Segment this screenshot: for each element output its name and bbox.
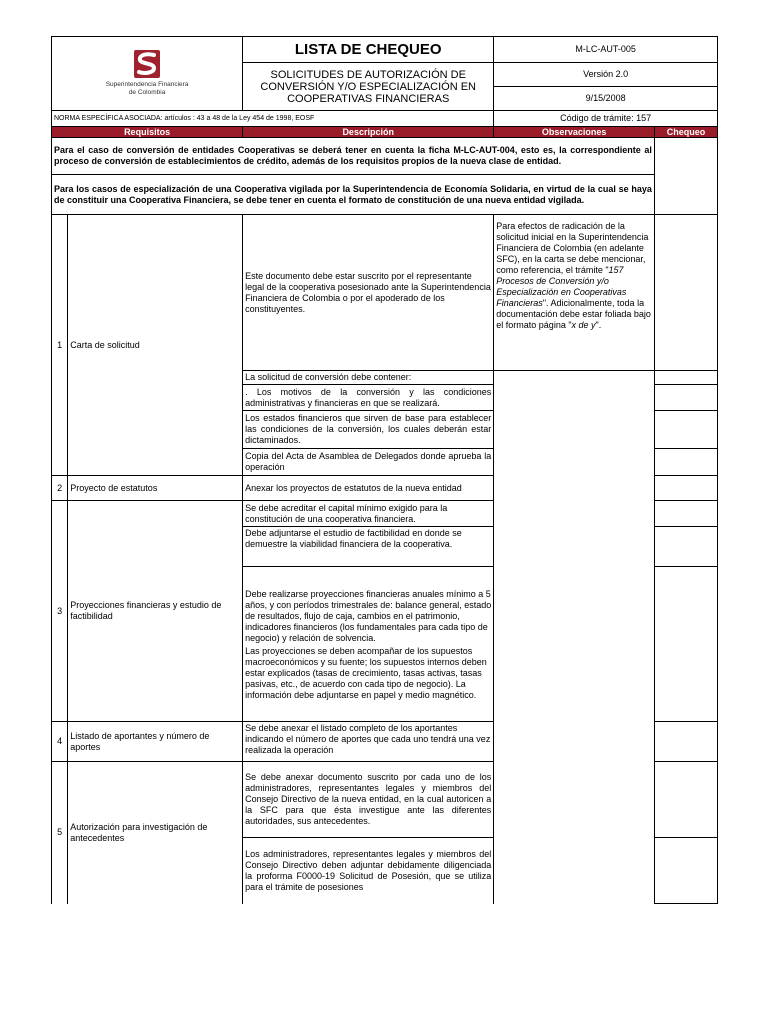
chequeo-cell[interactable] — [654, 411, 717, 449]
checklist-document — [51, 36, 718, 904]
chequeo-cell[interactable] — [654, 449, 717, 476]
requisito-proyecciones: Proyecciones financieras y estudio de factibilidad — [68, 501, 243, 722]
observacion-empty — [494, 371, 655, 904]
observacion-carta-solicitud: Para efectos de radicación de la solicitud inicial en la Superintendencia Financiera de Colombia (en adelante SFC), en la carta se debe mencionar, como referencia, el trámite "157 Procesos de Conversión y/o Especialización en Cooperativas Financieras". Adicionalmente, toda la documentación debe estar foliada bajo el formato página "x de y". — [494, 215, 655, 371]
descripcion-item: Debe adjuntarse el estudio de factibilidad en donde se demuestre la viabilidad financiera de la cooperativa. — [243, 527, 494, 567]
chequeo-cell[interactable] — [654, 838, 717, 904]
descripcion-item: Anexar los proyectos de estatutos de la nueva entidad — [243, 476, 494, 501]
logo-cell — [52, 37, 243, 111]
requisito-carta-solicitud: Carta de solicitud — [68, 215, 243, 476]
descripcion-item: Copia del Acta de Asamblea de Delegados donde aprueba la operación — [243, 449, 494, 476]
descripcion-item: Este documento debe estar suscrito por el representante legal de la cooperativa posesionado ante la Superintendencia Financiera de Colombia o por el apoderado de los constituyentes. — [243, 215, 494, 371]
document-version: Versión 2.0 — [494, 63, 718, 87]
descripcion-item: La solicitud de conversión debe contener: — [243, 371, 494, 385]
chequeo-cell[interactable] — [654, 501, 717, 527]
note-chequeo-cell — [654, 138, 717, 215]
chequeo-cell[interactable] — [654, 476, 717, 501]
document-title: LISTA DE CHEQUEO — [243, 37, 494, 63]
column-header-requisitos: Requisitos — [52, 127, 243, 138]
chequeo-cell[interactable] — [654, 762, 717, 838]
sfc-logo-icon — [134, 50, 160, 78]
row-number: 3 — [52, 501, 68, 722]
org-name-line1: Superintendencia Financiera — [105, 81, 189, 88]
descripcion-item: Los estados financieros que sirven de base para establecer las condiciones de la conversión, los cuales deberán estar dictaminados. — [243, 411, 494, 449]
chequeo-cell[interactable] — [654, 567, 717, 722]
descripcion-item: Debe realizarse proyecciones financieras anuales mínimo a 5 años, y con períodos trimestrales de: balance general, estado de resultados, flujo de caja, cambios en el patrimonio, indicadores financieros (los fundamentales para cada tipo de negocio) y relación de solvencia. — [243, 567, 494, 645]
note-conversion: Para el caso de conversión de entidades Cooperativas se deberá tener en cuenta la ficha M-LC-AUT-004, esto es, la correspondiente al proceso de conversión de establecimientos de crédito, además de los requisitos propios de la nueva clase de entidad. — [52, 138, 655, 175]
row-number: 4 — [52, 722, 68, 762]
document-code: M-LC-AUT-005 — [494, 37, 718, 63]
chequeo-cell[interactable] — [654, 371, 717, 385]
column-header-chequeo: Chequeo — [654, 127, 717, 138]
requisito-proyecto-estatutos: Proyecto de estatutos — [68, 476, 243, 501]
document-date: 9/15/2008 — [494, 87, 718, 111]
requisito-listado-aportantes: Listado de aportantes y número de aportes — [68, 722, 243, 762]
requisito-autorizacion-antecedentes: Autorización para investigación de antecedentes — [68, 762, 243, 904]
descripcion-item: Las proyecciones se deben acompañar de los supuestos macroeconómicos y su fuente; los supuestos internos deben estar explicados (tasas de crecimiento, tasas activas, tasas pasivas, etc., de acuerdo con cada tipo de negocio). La información debe adjuntarse en papel y medio magnético. — [243, 645, 494, 722]
descripcion-item: Se debe acreditar el capital mínimo exigido para la constitución de una cooperativa financiera. — [243, 501, 494, 527]
org-name-line2: de Colombia — [128, 89, 166, 96]
descripcion-item: . Los motivos de la conversión y las condiciones administrativas y financieras en que se realizará. — [243, 385, 494, 411]
norma-asociada: NORMA ESPECÍFICA ASOCIADA: artículos : 43 a 48 de la Ley 454 de 1998, EOSF — [52, 111, 494, 127]
document-subtitle: SOLICITUDES DE AUTORIZACIÓN DE CONVERSIÓN Y/O ESPECIALIZACIÓN EN COOPERATIVAS FINANCIERAS — [243, 63, 494, 111]
chequeo-cell[interactable] — [654, 722, 717, 762]
descripcion-item: Los administradores, representantes legales y miembros del Consejo Directivo deben adjuntar debidamente diligenciada la proforma F0000-19 Solicitud de Posesión, que se utiliza para el trámite de posesiones — [243, 838, 494, 904]
column-header-descripcion: Descripción — [243, 127, 494, 138]
note-especializacion: Para los casos de especialización de una Cooperativa vigilada por la Superintendencia de Economía Solidaria, en virtud de la cual se haya de constituir una Cooperativa Financiera, se debe tener en cuenta el formato de constitución de una nueva entidad vigilada. — [52, 175, 655, 215]
checklist-table — [51, 36, 718, 904]
codigo-tramite: Código de trámite: 157 — [494, 111, 718, 127]
chequeo-cell[interactable] — [654, 527, 717, 567]
column-header-observaciones: Observaciones — [494, 127, 655, 138]
descripcion-item: Se debe anexar el listado completo de los aportantes indicando el número de aportes que cada uno tendrá una vez realizada la operación — [243, 722, 494, 762]
row-number: 1 — [52, 215, 68, 476]
descripcion-item: Se debe anexar documento suscrito por cada uno de los administradores, representantes legales y miembros del Consejo Directivo de la nueva entidad, en la cual autoricen a la SFC para que ésta investigue ante las diferentes autoridades, sus antecedentes. — [243, 762, 494, 838]
chequeo-cell[interactable] — [654, 215, 717, 371]
chequeo-cell[interactable] — [654, 385, 717, 411]
row-number: 5 — [52, 762, 68, 904]
row-number: 2 — [52, 476, 68, 501]
